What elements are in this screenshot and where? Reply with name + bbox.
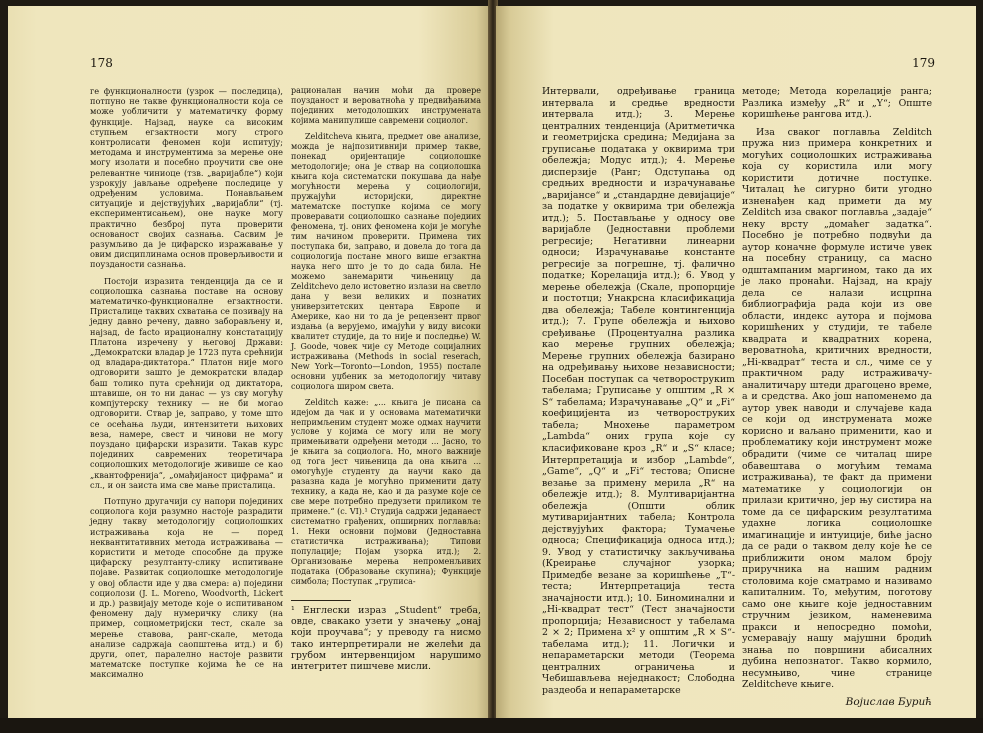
right-column-1 bbox=[542, 86, 735, 696]
paragraph: методе; Метода корелације ранга; Разлика између „R“ и „Y“; Опште коришћење рангова итд.). bbox=[742, 86, 932, 121]
page-number-left: 178 bbox=[90, 56, 113, 70]
left-page bbox=[8, 6, 491, 721]
paragraph: Потпуно другачији су напори појединих социолога који разумно настоје разрадити једну такву методологију социолошких истраживања која не — поред неквантитативних метода истраживања — користити и методе способне да пруже цифарску резултанту-слику испитиване појаве. Развитак социолошке методологије у овој области иде у два смера: а) поједини социолози (J. L. Moreno, Woodvorth, Lickert и др.) развијају методе које о испитиваном феномену дају нумеричку слику (на пример, социометријски тест, скале за мерење ставова, ранг-скале, метода анализе садржаја саопштења итд.) и б) други, опет, паралелно настоје развити математске поступке којима ће се на максимално bbox=[90, 495, 283, 680]
footnote-text: ¹ Енглески израз „Student“ треба, овде, свакако узети у значењу „онај који проучава“; у преводу га нисмо тако интерпретирали не желећи да грубом интервенцијом нарушимо интегритет пишчеве мисли. bbox=[291, 605, 481, 673]
right-column-2 bbox=[742, 86, 932, 691]
paragraph: Иза сваког поглавља Zelditch пружа низ примера конкретних и могућих социолошких истраживања која су користила или могу користити дотичне поступке. Читалац ће сигурно бити угодно изненађен кад примети да му Zelditch иза сваког поглавља „задаје“ неку врсту „домаћег задатка“. Посебно је потребно подвући да аутор коначне формуле истиче увек на посебну страницу, са масно одштампаним маргином, тако да их је лако пронаћи. Најзад, на крају дела се налази исцрпна библиографија рада који из ове области, индекс аутора и појмова коришћених у студији, те табеле квадрата и квадратних корена, вероватноћа, критичних вредности, „Hi-квадрат“ теста и сл., чиме се у практичном раду истраживачу-аналитичару штеди драгоцено време, а и средства. Ако још напоменемо да аутор увек наводи и случајеве када се који од инструмената може корисно и ваљано применити, као и проблематику који инструмент може обрадити (чиме се читалац шире обавештава о могућим темама истраживања), те факт да примени математике у социологији он прилази критично, јер њу систира на томе да се цифарским резултатима удахне логика социолошке имагинације и интуиције, биће јасно да се ради о таквом делу које ће се приближити оном малом броју приручника на нашим радним столовима које сматрамо и називамо капиталним. То, међутим, поготову само оне књиге које једноставним стручним језиком, наменевима пракси и непосредно помоћи, усмеравају нашу мајушни бродић знања по површини абисалних дубина непознатог. Такво кормило, несумњиво, чине странице Zelditcheve књиге. bbox=[742, 126, 932, 691]
left-column-2 bbox=[291, 86, 481, 587]
right-page bbox=[496, 6, 976, 721]
bottom-edge bbox=[0, 718, 983, 733]
page-number-right: 179 bbox=[912, 56, 935, 70]
footnote-rule bbox=[291, 600, 351, 601]
footnote bbox=[291, 600, 481, 672]
paragraph: ге функционалности (узрок — последица), потпуно не такве функционалности која се може уобличити у математичку форму функције. Најзад, науке са високим ступњем егзактности могу строго контролисати феномен који испитују; методама и инструментима за мерење оне могу изолати и посебно проучити све оне релевантне чиниоце (тзв. „варијабле“) који узрокују јављање одређене последице у одређеним условима. Понављањем ситуације и дејствујућих „варијабли“ (тј. експериментисањем), оне науке могу практично безброј пута проверити основаност својих сазнања. Сасвим је разумљиво да је цифарско изражавање у овим дисциплинама основ проверљивости и поузданости сазнања. bbox=[90, 86, 283, 270]
left-column-1 bbox=[90, 86, 283, 680]
paragraph: Постоји изразита тенденција да се и социолошка сазнања поставе на основу математичко-функционалне егзактности. Присталице таквих схватања се позивају на једну давно речену, давно заборављену и, најзад, de facto ирационалну констатацију Платона изречену у његовој Држави: „Демократски владар је 1723 пута срећнији од владара-диктатора.“ Платон није мого одговорити зашто је демократски владар баш толико пута срећнији од диктатора, штавише, он то ни данас — уз сву могућу компјутерску технику — не би могао одговорити. Ствар је, заправо, у томе што се осећања људи, интензитети њихових веза, намере, свест и чинови не могу поуздано цифарски изразити. Такав курс појединих савремених теоретичара социолошких методологије живише се као „квантофренија“, „омађијаност цифрама“ и сл., и он заиста има све мање присталица. bbox=[90, 275, 283, 490]
paragraph: Zelditcheva књига, предмет ове анализе, можда је најпозитивнији пример такве, понекад оријентације социолошке методологије; она је ствар на социолошка књига која систематски покушава да нађе могућности мерења у социологији, пружајући историјски, директне математске поступке којима се могу проверавати социолошко сазнање поједиих феномена, тј. оних феномена који је могуће тим начином проверити. Примена тих поступака би, заправо, и довела до тога да социологија постане много више егзактна наука него што је то до сада била. Не можемо занемарити чињеницу да Zelditchevo дело истоветно излази на светло дана у вези великих и познатих универзитетских центара Европе и Америке, као ни то да је рецензент првог издања (а верујемо, имајући у виду високи квалитет студије, да то није и последње) W. J. Goode, човек чије су Методе социјалних истраживања (Methods in social reserach, New York—Toronto—London, 1955) постале основни уџбеник за методологију читаву социолога широм света. bbox=[291, 131, 481, 391]
paragraph: Zelditch каже: „... књига је писана са идејом да чак и у основама математички непримљеним студент може одмах научити услове у којима се могу или не могу примењивати одређени методи ... Јасно, то је књига за социолога. Но, много важније од тога јест чињеница да она књига ... омогућује студенту да научи како да разазна када је могућно применити дату технику, а када не, као и да разуме које се све мере потребно предузети приликом те примене.“ (с. VI).¹ Студија садржи једанаест систематно грађених, опширних поглавља: 1. Неки основни појмови (Једноставна статистичка истраживања); Типови популације; Појам узорка итд.); 2. Организовање мерења непрoменљивих података (Образовање скупина); Функције симбола; Поступак „груписа- bbox=[291, 397, 481, 587]
author-signature: Војислав Бурић bbox=[845, 696, 932, 708]
paragraph: Интервали, одређивање граница интервала и средње вредности интервала итд.); 3. Мерење централних тенденција (Аритметичка и геометријска средина; Медијана за груписање података у оквирима три обележја; Модус итд.); 4. Мерење дисперзије (Ранг; Одступања од средњих вредности и израчунавање „варијансе“ и „стандардне девијације“ за податке у оквирима три обележја итд.); 5. Постављање у односу ове варијабле (Једноставни проблеми регресије; Негативни линеарни односи; Израчунавање константе регресије за погрешне, тј. фалично податке; Корелација итд.); 6. Увод у мерење обележја (Скале, пропорције и постотци; Унакрсна класификација два обележја; Табеле контингенција итд.); 7. Групе обележја и њихово сређивање (Процентуална разлика као мерење групних обележја; Мерење групних обележја базирано на одређивању њихове независности; Посебан поступак са четворострукиm табелама; Груписање у општим „R × S“ табелама; Израчунавање „Q“ и „Fi“ коефицијента из четвороструких табела; Мноxење параметром „Lambda“ оних група које су класификоване кроз „R“ и „S“ класе; Интерпретација и избор „Lambde“, „Game“, „Q“ и „Fi“ тестова; Описне везање за примену мерила „R“ на обележје итд.); 8. Мултиваријантна обележја (Општи облик мутиваријантних табела; Контрола дејствујућих фактора; Тумачење односа; Спецификација односа итд.); 9. Увод у статистичку закључивања (Креирање случајног узорка; Примедбе везане за коришћење „Т“-теста; Интерпретација теста значајности итд.); 10. Биноминални и „Hi-квадрат тест“ (Тест значајности пропорција; Независност у табелама 2 × 2; Примена x² у општим „R × S“-табелама итд.); 11. Логички и непараметарски методи (Теорема централних ограничења и Чебишављева неједнакост; Слободна раздеоба и непараметарске bbox=[542, 86, 735, 696]
paragraph: рационалан начин моћи да провере поузданост и вероватноћа у предвиђањима појединих методолошких инструмената којима манипулише савремени социолог. bbox=[291, 86, 481, 125]
